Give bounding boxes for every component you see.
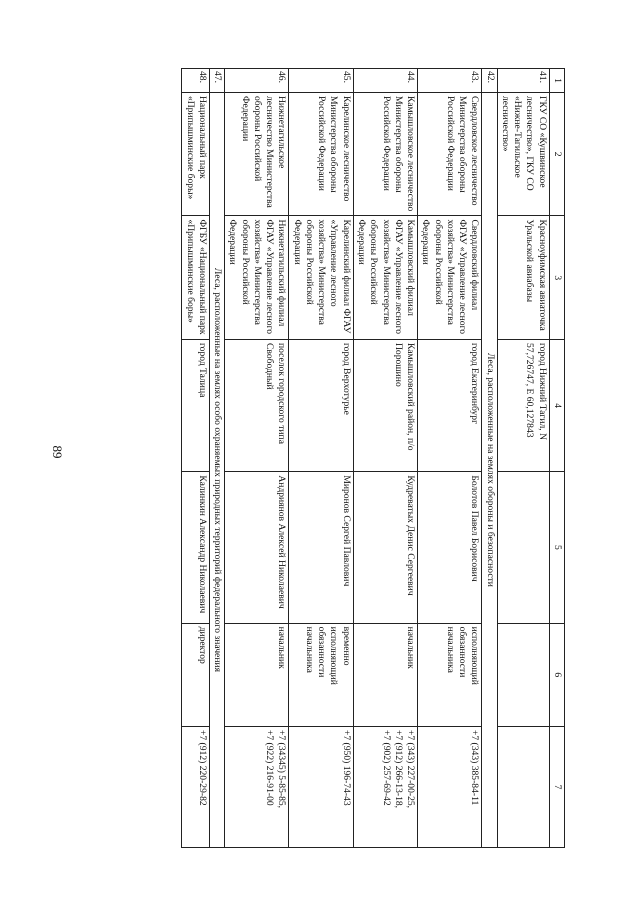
table-row	[353, 69, 417, 848]
document-table-wrapper	[77, 68, 565, 848]
forestry-name: Национальный парк «Припышминские боры»	[182, 92, 210, 216]
row-number: 47.	[209, 69, 224, 93]
section-title: Леса, расположенные на землях особо охраняемых природных территорий федерального значения	[209, 92, 224, 847]
organization: Свердловский филиал ФГАУ «Управление лесного хозяйства» Министерства обороны Российской Федерации	[418, 216, 482, 340]
phone-numbers: +7 (343) 227-00-25, +7 (912) 266-13-18, +7 (902) 257-69-42	[353, 726, 417, 847]
phone-numbers: +7 (34345) 5-85-85, +7 (922) 216-91-00	[225, 726, 289, 847]
header-cell: 7	[549, 726, 564, 847]
position: временно исполняющий обязанности начальника	[289, 623, 353, 726]
header-cell: 4	[549, 339, 564, 471]
organization: Карелинский филиал ФГАУ «Управление лесного хозяйства» Министерства обороны Российской Федерации	[289, 216, 353, 340]
row-number: 42.	[482, 69, 497, 93]
responsible-person: Болотов Павел Борисович	[418, 472, 482, 623]
responsible-person: Андриянов Алексей Николаевич	[225, 472, 289, 623]
forestry-name: Карелинское лесничество Министерства обороны Российской Федерации	[289, 92, 353, 216]
organization: Камышловский филиал ФГАУ «Управление лесного хозяйства» Министерства обороны Российской Федерации	[353, 216, 417, 340]
position: директор	[182, 623, 210, 726]
header-cell: 5	[549, 472, 564, 623]
header-cell: 1	[549, 69, 564, 93]
header-cell: 6	[549, 623, 564, 726]
location: город Екатеринбург	[418, 339, 482, 471]
table-row	[225, 69, 289, 848]
location: поселок городского типа Свободный	[225, 339, 289, 471]
organization: ФГБУ «Национальный парк «Припышминские боры»	[182, 216, 210, 340]
position: исполняющий обязанности начальника	[418, 623, 482, 726]
header-cell: 2	[549, 92, 564, 216]
forestry-name: ГКУ СО «Кушвинское лесничество», ГКУ СО «Нижне-Тагильское лесничество»	[497, 92, 549, 216]
responsible-person: Кудреватых Денис Сергеевич	[353, 472, 417, 623]
organization: Красноуфимская авиаточка Уральской авиабазы	[497, 216, 549, 340]
row-number: 43.	[418, 69, 482, 93]
row-number: 44.	[353, 69, 417, 93]
position: начальник	[353, 623, 417, 726]
table-row	[289, 69, 353, 848]
responsible-person	[497, 472, 549, 623]
phone-numbers: +7 (950) 196-74-43	[289, 726, 353, 847]
row-number: 46.	[225, 69, 289, 93]
responsible-person: Миронов Сергей Павлович	[289, 472, 353, 623]
header-cell: 3	[549, 216, 564, 340]
forestry-name: Свердловское лесничество Министерства обороны Российской Федерации	[418, 92, 482, 216]
row-number: 41.	[497, 69, 549, 93]
page-number: 89	[50, 445, 65, 459]
location: город Талица	[182, 339, 210, 471]
responsible-person: Калинкин Александр Николаевич	[182, 472, 210, 623]
position: начальник	[225, 623, 289, 726]
phone-numbers: +7 (343) 385-84-11	[418, 726, 482, 847]
position	[497, 623, 549, 726]
location: город Нижний Тагил, N 57,726747, E 60,127843	[497, 339, 549, 471]
row-number: 48.	[182, 69, 210, 93]
forestry-name: Нижнетагильское лесничество Министерства обороны Российской Федерации	[225, 92, 289, 216]
table-row	[182, 69, 210, 848]
table-row	[418, 69, 482, 848]
table-header-row	[549, 69, 564, 848]
phone-numbers: +7 (912) 220-29-82	[182, 726, 210, 847]
section-title: Леса, расположенные на землях обороны и безопасности	[482, 92, 497, 847]
table-section-row	[482, 69, 497, 848]
forestry-name: Камышловское лесничество Министерства обороны Российской Федерации	[353, 92, 417, 216]
location: Камышловский район, п/о Порошино	[353, 339, 417, 471]
organization: Нижнетагильский филиал ФГАУ «Управление лесного хозяйства» Министерства обороны Российской Федерации	[225, 216, 289, 340]
table-section-row	[209, 69, 224, 848]
contacts-table	[181, 68, 565, 848]
row-number: 45.	[289, 69, 353, 93]
phone-numbers	[497, 726, 549, 847]
location: город Верхотурье	[289, 339, 353, 471]
table-row	[497, 69, 549, 848]
